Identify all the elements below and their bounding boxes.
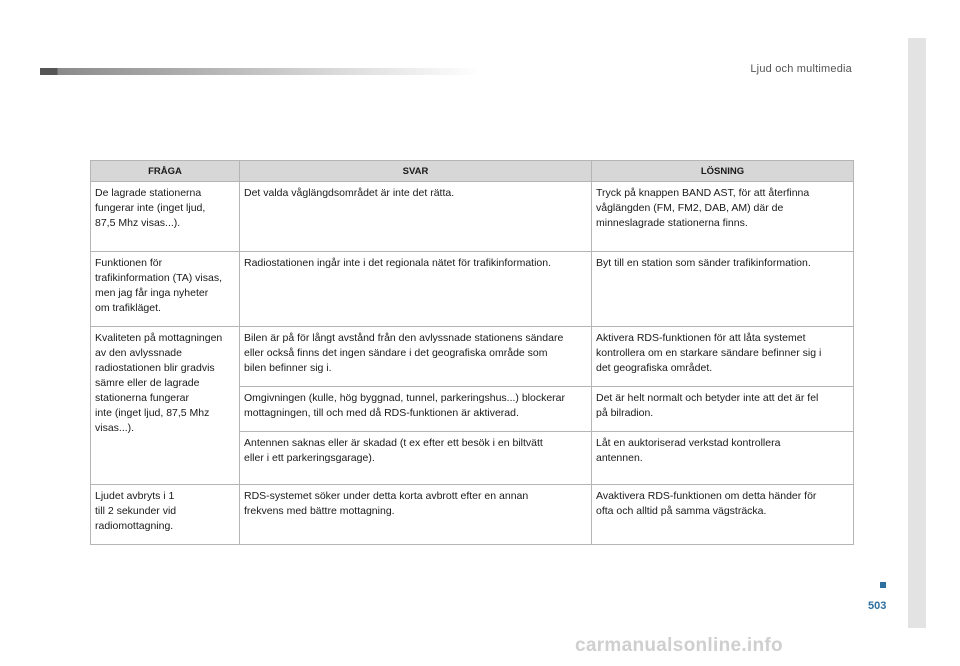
question-cell: Ljudet avbryts i 1 till 2 sekunder vid radiomottagning.	[91, 485, 240, 545]
answer-cell: Omgivningen (kulle, hög byggnad, tunnel, parkeringshus...) blockerar mottagningen, till och med då RDS-funktionen är aktiverad.	[240, 387, 592, 432]
table-row	[91, 182, 854, 252]
answer-cell: RDS-systemet söker under detta korta avbrott efter en annan frekvens med bättre mottagning.	[240, 485, 592, 545]
column-header-solution: LÖSNING	[592, 161, 854, 182]
table-header-row	[91, 161, 854, 182]
table-row	[91, 252, 854, 327]
section-title: Ljud och multimedia	[750, 63, 852, 75]
answer-cell: Det valda våglängdsområdet är inte det rätta.	[240, 182, 592, 252]
answer-cell: Antennen saknas eller är skadad (t ex efter ett besök i en biltvätt eller i ett parkeringsgarage).	[240, 432, 592, 485]
watermark: carmanualsonline.info	[575, 635, 783, 656]
solution-cell: Byt till en station som sänder trafikinformation.	[592, 252, 854, 327]
solution-cell: Tryck på knappen BAND AST, för att återfinna våglängden (FM, FM2, DAB, AM) där de minneslagrade stationerna finns.	[592, 182, 854, 252]
page-number: 503	[868, 600, 887, 612]
table-row	[91, 327, 854, 387]
solution-cell: Avaktivera RDS-funktionen om detta händer för ofta och alltid på samma vägsträcka.	[592, 485, 854, 545]
question-cell: Kvaliteten på mottagningen av den avlyssnade radiostationen blir gradvis sämre eller de lagrade stationerna fungerar inte (inget ljud, 87,5 Mhz visas...).	[91, 327, 240, 485]
table-row	[91, 485, 854, 545]
column-header-question: FRÅGA	[91, 161, 240, 182]
header-gradient-bar	[40, 68, 480, 75]
page-marker	[880, 582, 886, 588]
troubleshooting-table	[90, 160, 854, 545]
solution-cell: Aktivera RDS-funktionen för att låta systemet kontrollera om en starkare sändare befinner sig i det geografiska området.	[592, 327, 854, 387]
side-strip	[908, 38, 926, 628]
answer-cell: Radiostationen ingår inte i det regionala nätet för trafikinformation.	[240, 252, 592, 327]
question-cell: De lagrade stationerna fungerar inte (inget ljud, 87,5 Mhz visas...).	[91, 182, 240, 252]
solution-cell: Det är helt normalt och betyder inte att det är fel på bilradion.	[592, 387, 854, 432]
answer-cell: Bilen är på för långt avstånd från den avlyssnade stationens sändare eller också finns det ingen sändare i det geografiska område som bilen befinner sig i.	[240, 327, 592, 387]
solution-cell: Låt en auktoriserad verkstad kontrollera antennen.	[592, 432, 854, 485]
question-cell: Funktionen för trafikinformation (TA) visas, men jag får inga nyheter om trafikläget.	[91, 252, 240, 327]
column-header-answer: SVAR	[240, 161, 592, 182]
